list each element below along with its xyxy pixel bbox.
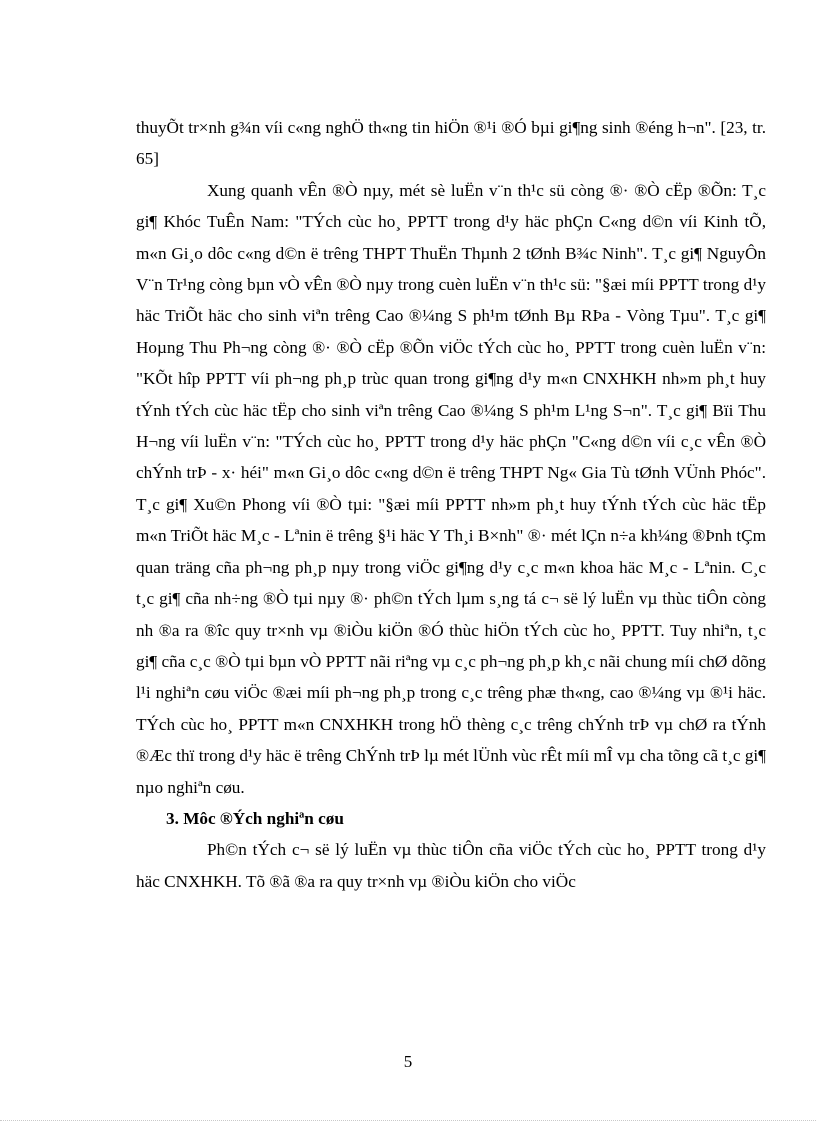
paragraph-continuation: thuyÕt tr×nh g¾n víi c«ng nghÖ th«ng tin hiÖn ®¹i ®Ó bµi gi¶ng sinh ®éng h¬n". [23, tr. 65] — [136, 118, 766, 169]
section-heading: 3. Môc ®Ých nghiªn cøu — [166, 808, 344, 828]
footer-divider — [0, 1120, 816, 1121]
page-number: 5 — [403, 1052, 413, 1071]
paragraph-literature-review: Xung quanh vÊn ®Ò nµy, mét sè luËn v¨n th¹c sü còng ®· ®Ò cËp ®Õn: T¸c gi¶ Khóc TuÊn Nam: "TÝch cùc ho¸ PPTT trong d¹y häc phÇn C«ng d©n víi Kinh tÕ, m«n Gi¸o dôc c«ng d©n ë trêng THPT ThuËn Thµnh 2 tØnh B¾c Ninh". T¸c gi¶ NguyÔn V¨n Tr¹ng còng bµn vÒ vÊn ®Ò nµy trong cuèn luËn v¨n th¹c sü: "§æi míi PPTT trong d¹y häc TriÕt häc cho sinh viªn trêng Cao ®¼ng S ph¹m tØnh Bµ RÞa - Vòng Tµu". T¸c gi¶ Hoµng Thu Ph¬ng còng ®· ®Ò cËp ®Õn viÖc tÝch cùc ho¸ PPTT trong cuèn luËn v¨n: "KÕt hîp PPTT víi ph¬ng ph¸p trùc quan trong gi¶ng d¹y m«n CNXHKH nh»m ph¸t huy tÝnh tÝch cùc häc tËp cho sinh viªn trêng Cao ®¼ng S ph¹m L¹ng S¬n". T¸c gi¶ Bïi Thu H¬ng víi luËn v¨n: "TÝch cùc ho¸ PPTT trong d¹y häc phÇn "C«ng d©n víi c¸c vÊn ®Ò chÝnh trÞ - x· héi" m«n Gi¸o dôc c«ng d©n ë trêng THPT Ng« Gia Tù tØnh VÜnh Phóc". T¸c gi¶ Xu©n Phong víi ®Ò tµi: "§æi míi PPTT nh»m ph¸t huy tÝnh tÝch cùc häc tËp m«n TriÕt häc M¸c - Lªnin ë trêng §¹i häc Y Th¸i B×nh" ®· mét lÇn n÷a kh¼ng ®Þnh tÇm quan träng cña ph¬ng ph¸p nµy trong viÖc gi¶ng d¹y c¸c m«n khoa häc M¸c - Lªnin. C¸c t¸c gi¶ cña nh÷ng ®Ò tµi nµy ®· ph©n tÝch lµm s¸ng tá c¬ së lý luËn vµ thùc tiÔn còng nh ®a ra ®îc quy tr×nh vµ ®iÒu kiÖn ®Ó thùc hiÖn tÝch cùc ho¸ PPTT. Tuy nhiªn, t¸c gi¶ cña c¸c ®Ò tµi bµn vÒ PPTT nãi riªng vµ c¸c ph¬ng ph¸p kh¸c nãi chung míi chØ dõng l¹i nghiªn cøu viÖc ®æi míi ph¬ng ph¸p trong c¸c trêng phæ th«ng, cao ®¼ng vµ ®¹i häc. TÝch cùc ho¸ PPTT m«n CNXHKH trong hÖ thèng c¸c trêng chÝnh trÞ vµ chØ ra tÝnh ®Æc thï trong d¹y häc ë trêng ChÝnh trÞ lµ mét lÜnh vùc rÊt míi mÎ vµ cha tõng cã t¸c gi¶ nµo nghiªn cøu. — [136, 180, 766, 797]
paragraph-research-purpose: Ph©n tÝch c¬ së lý luËn vµ thùc tiÔn cña viÖc tÝch cùc ho¸ PPTT trong d¹y häc CNXHKH. Tõ ®ã ®a ra quy tr×nh vµ ®iÒu kiÖn cho viÖc — [136, 840, 766, 891]
body-text — [136, 112, 766, 897]
